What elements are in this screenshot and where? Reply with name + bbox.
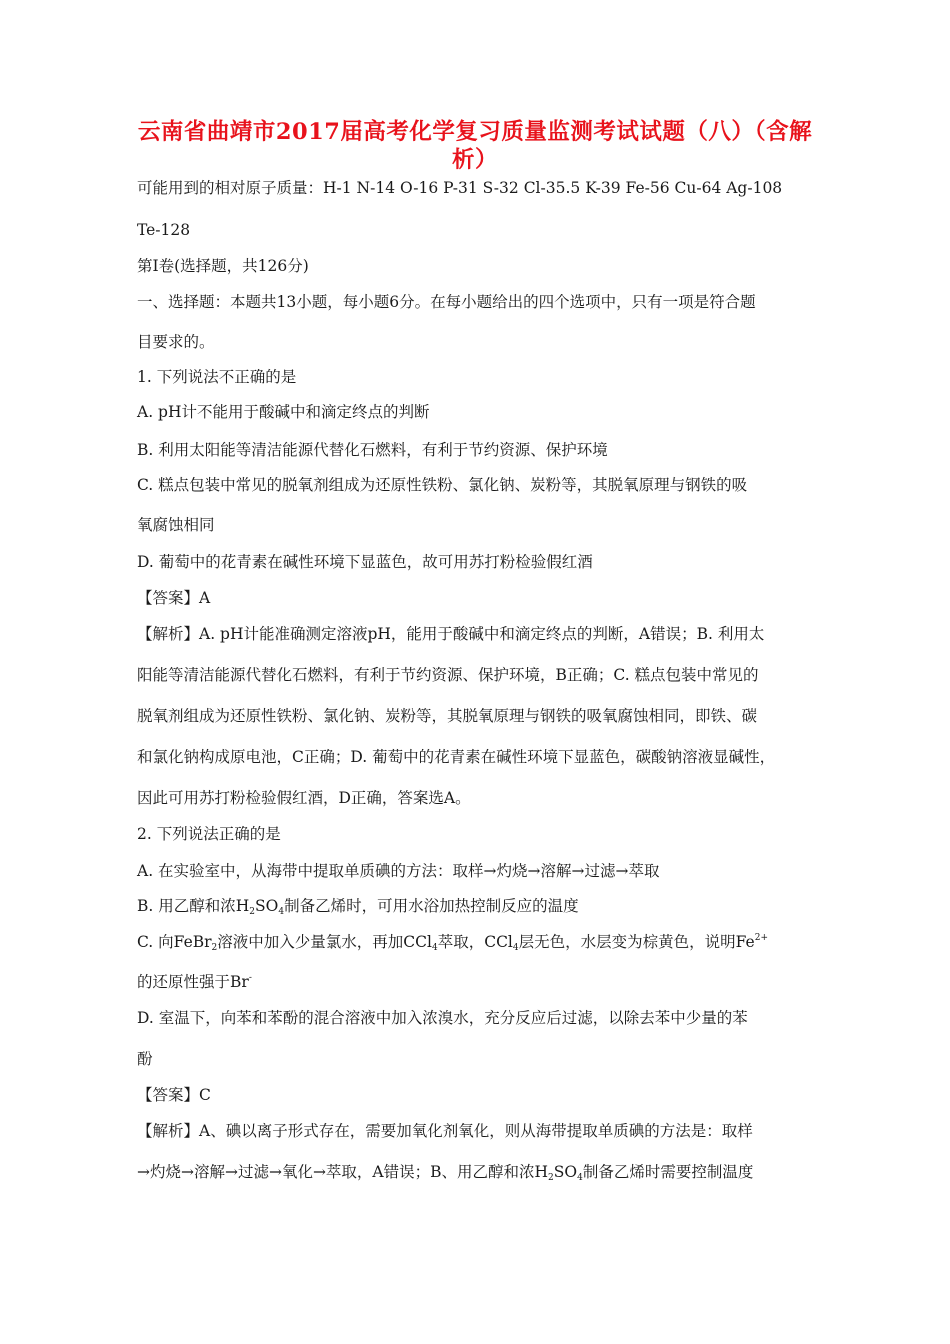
q2-option-d-line-2: 酚 (137, 1050, 153, 1068)
q1-analysis-line-1: 【解析】A. pH计能准确测定溶液pH，能用于酸碱中和滴定终点的判断，A错误；B. 利用太 (137, 625, 765, 643)
atomic-mass-line-1: 可能用到的相对原子质量：H-1 N-14 O-16 P-31 S-32 Cl-35.5 K-39 Fe-56 Cu-64 Ag-108 (137, 179, 783, 197)
q1-analysis-line-5: 因此可用苏打粉检验假红酒，D正确，答案选A。 (137, 789, 471, 807)
q2-option-c-line-2: 的还原性强于Br- (137, 973, 252, 991)
q2-option-b: B. 用乙醇和浓$H_2SO_4$制备乙烯时，可用水浴加热控制反应的温度 (137, 897, 579, 917)
q2-option-a: A. 在实验室中，从海带中提取单质碘的方法：取样→灼烧→溶解→过滤→萃取 (137, 862, 660, 880)
q2-option-d-line-1: D. 室温下，向苯和苯酚的混合溶液中加入浓溴水，充分反应后过滤，以除去苯中少量的苯 (137, 1009, 748, 1027)
q1-analysis-line-3: 脱氧剂组成为还原性铁粉、氯化钠、炭粉等，其脱氧原理与钢铁的吸氧腐蚀相同，即铁、碳 (137, 707, 758, 725)
title-line-2: 析） (451, 147, 498, 173)
q1-option-c-line-2: 氧腐蚀相同 (137, 516, 215, 534)
q2-stem: 2. 下列说法正确的是 (137, 825, 281, 843)
q1-option-d: D. 葡萄中的花青素在碱性环境下显蓝色，故可用苏打粉检验假红酒 (137, 553, 593, 571)
q2-analysis-line-2: →灼烧→溶解→过滤→氧化→萃取，A错误；B、用乙醇和浓$H_2SO_4$制备乙烯时需要控制温度 (137, 1163, 754, 1183)
q1-option-c-line-1: C. 糕点包装中常见的脱氧剂组成为还原性铁粉、氯化钠、炭粉等，其脱氧原理与钢铁的吸 (137, 476, 748, 494)
section-intro-line-1: 一、选择题：本题共13小题，每小题6分。在每小题给出的四个选项中，只有一项是符合题 (137, 293, 756, 311)
part-heading: 第Ⅰ卷(选择题，共126分) (137, 257, 309, 275)
q1-option-a: A. pH计不能用于酸碱中和滴定终点的判断 (137, 403, 430, 421)
q2-option-c-line-1: C. 向FeBr$_2$溶液中加入少量氯水，再加CCl$_4$萃取，CCl$_4$层无色，水层变为棕黄色，说明$Fe^{2+}$ (137, 933, 768, 953)
q1-answer: 【答案】A (137, 589, 211, 607)
q1-analysis-line-2: 阳能等清洁能源代替化石燃料，有利于节约资源、保护环境，B正确；C. 糕点包装中常见的 (137, 666, 759, 684)
q2-analysis-line-1: 【解析】A、碘以离子形式存在，需要加氧化剂氧化，则从海带提取单质碘的方法是：取样 (137, 1122, 753, 1140)
q1-analysis-line-4: 和氯化钠构成原电池，C正确；D. 葡萄中的花青素在碱性环境下显蓝色，碳酸钠溶液显碱性， (137, 748, 776, 766)
section-intro-line-2: 目要求的。 (137, 333, 215, 351)
title-line-1: 云南省曲靖市2017届高考化学复习质量监测考试试题（八）（含解 (137, 119, 813, 145)
document-title (130, 118, 820, 174)
q1-stem: 1. 下列说法不正确的是 (137, 368, 297, 386)
q1-option-b: B. 利用太阳能等清洁能源代替化石燃料，有利于节约资源、保护环境 (137, 441, 608, 459)
q2-answer: 【答案】C (137, 1086, 211, 1104)
atomic-mass-line-2: Te-128 (137, 221, 191, 239)
